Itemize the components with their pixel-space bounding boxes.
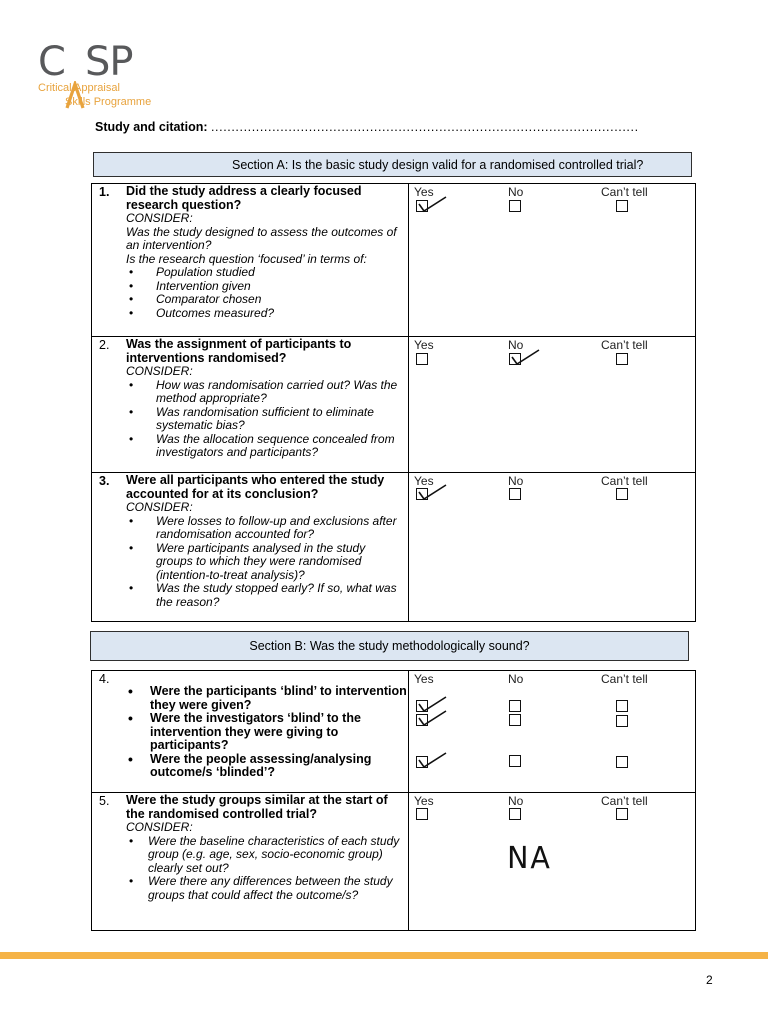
cant-tell-checkbox[interactable] (616, 756, 628, 768)
yes-label: Yes (414, 185, 434, 199)
consider-bullet: • Intervention given (126, 280, 401, 294)
no-checkbox[interactable] (509, 755, 521, 767)
yes-label: Yes (414, 794, 434, 808)
consider-label: CONSIDER: (126, 500, 193, 514)
question-number: 4. (99, 672, 110, 686)
yes-checkbox[interactable] (416, 808, 428, 820)
cant-tell-checkbox[interactable] (616, 808, 628, 820)
handwritten-na-note: NA (507, 841, 552, 876)
question-number: 2. (99, 338, 110, 352)
casp-logo (38, 40, 168, 110)
no-checkbox[interactable] (509, 200, 521, 212)
consider-bullet: • Outcomes measured? (126, 307, 401, 321)
question-title: Did the study address a clearly focused research question? (126, 184, 362, 212)
no-checkbox[interactable] (509, 488, 521, 500)
checkmark-icon (416, 707, 448, 729)
section-b-header (90, 631, 689, 661)
logo-wordmark: C SP (38, 40, 132, 84)
cant-tell-checkbox[interactable] (616, 353, 628, 365)
no-label: No (508, 672, 524, 686)
question-title: Was the assignment of participants to interventions randomised? (126, 337, 352, 365)
checkmark-icon (416, 749, 448, 771)
question-bullet: • Were the people assessing/analysing outcome/s ‘blinded’? (126, 753, 408, 780)
consider-bullet: • Were the baseline characteristics of each study group (e.g. age, sex, socio-economic group) clearly set out? (126, 835, 401, 876)
question-4-row (92, 671, 695, 793)
consider-bullet: • Were there any differences between the study groups that could affect the outcome/s? (126, 875, 401, 902)
no-label: No (508, 338, 524, 352)
no-label: No (508, 794, 524, 808)
question-5-row (92, 793, 695, 932)
section-a-header (93, 152, 692, 177)
yes-label: Yes (414, 672, 434, 686)
no-checkbox[interactable] (509, 808, 521, 820)
question-title: Were all participants who entered the study accounted for at its conclusion? (126, 473, 385, 501)
consider-bullet: • Population studied (126, 266, 401, 280)
no-checkbox[interactable] (509, 700, 521, 712)
no-checkbox[interactable] (509, 714, 521, 726)
question-3-text (126, 474, 401, 609)
question-2-text (126, 338, 401, 460)
consider-line: Is the research question ‘focused’ in terms of: (126, 251, 367, 266)
question-2-row (92, 337, 695, 473)
no-label: No (508, 185, 524, 199)
question-number: 3. (99, 474, 110, 488)
checkmark-icon (509, 346, 541, 368)
consider-bullet: • Were participants analysed in the study groups to which they were randomised (intention-to-treat analysis)? (126, 542, 401, 583)
cant-tell-label: Can’t tell (601, 474, 648, 488)
consider-line: Was the study designed to assess the outcomes of an intervention? (126, 224, 397, 252)
consider-bullet: • Comparator chosen (126, 293, 401, 307)
section-b-table (91, 670, 696, 931)
consider-bullet: • Was randomisation sufficient to eliminate systematic bias? (126, 406, 401, 433)
consider-bullet: • Was the allocation sequence concealed from investigators and participants? (126, 433, 401, 460)
yes-checkbox[interactable] (416, 353, 428, 365)
question-bullet: • Were the investigators ‘blind’ to the intervention they were giving to participants? (126, 712, 408, 753)
cant-tell-label: Can’t tell (601, 672, 648, 686)
consider-bullet: • How was randomisation carried out? Was the method appropriate? (126, 379, 401, 406)
cant-tell-checkbox[interactable] (616, 700, 628, 712)
cant-tell-checkbox[interactable] (616, 200, 628, 212)
consider-bullet: • Was the study stopped early? If so, what was the reason? (126, 582, 401, 609)
yes-label: Yes (414, 474, 434, 488)
question-4-text (126, 685, 408, 780)
question-bullet: • Were the participants ‘blind’ to intervention they were given? (126, 685, 408, 712)
cant-tell-label: Can’t tell (601, 338, 648, 352)
consider-label: CONSIDER: (126, 364, 193, 378)
consider-bullet: • Were losses to follow-up and exclusions after randomisation accounted for? (126, 515, 401, 542)
cant-tell-checkbox[interactable] (616, 488, 628, 500)
checkmark-icon (416, 481, 448, 503)
question-1-text (126, 185, 401, 320)
logo-line-2: Skills Programme (65, 96, 152, 108)
consider-label: CONSIDER: (126, 211, 193, 225)
cant-tell-checkbox[interactable] (616, 715, 628, 727)
cant-tell-label: Can’t tell (601, 185, 648, 199)
citation-label: Study and citation: (95, 120, 208, 134)
page-number: 2 (706, 973, 713, 987)
question-title: Were the study groups similar at the start of the randomised controlled trial? (126, 793, 388, 821)
citation-dots: ......................................................................................................... (210, 120, 639, 134)
question-1-row (92, 184, 695, 337)
no-label: No (508, 474, 524, 488)
section-a-title: Section A: Is the basic study design valid for a randomised controlled trial? (232, 157, 644, 172)
question-5-text (126, 794, 401, 902)
section-b-title: Section B: Was the study methodologically sound? (249, 639, 530, 653)
question-3-row (92, 473, 695, 623)
footer-accent-bar (0, 952, 768, 959)
logo-line-1: Critical Appraisal (38, 82, 120, 94)
cant-tell-label: Can’t tell (601, 794, 648, 808)
section-a-table (91, 183, 696, 622)
yes-label: Yes (414, 338, 434, 352)
question-number: 1. (99, 185, 110, 199)
question-number: 5. (99, 794, 110, 808)
study-citation-field[interactable] (95, 120, 639, 134)
checkmark-icon (416, 193, 448, 215)
consider-label: CONSIDER: (126, 820, 193, 834)
